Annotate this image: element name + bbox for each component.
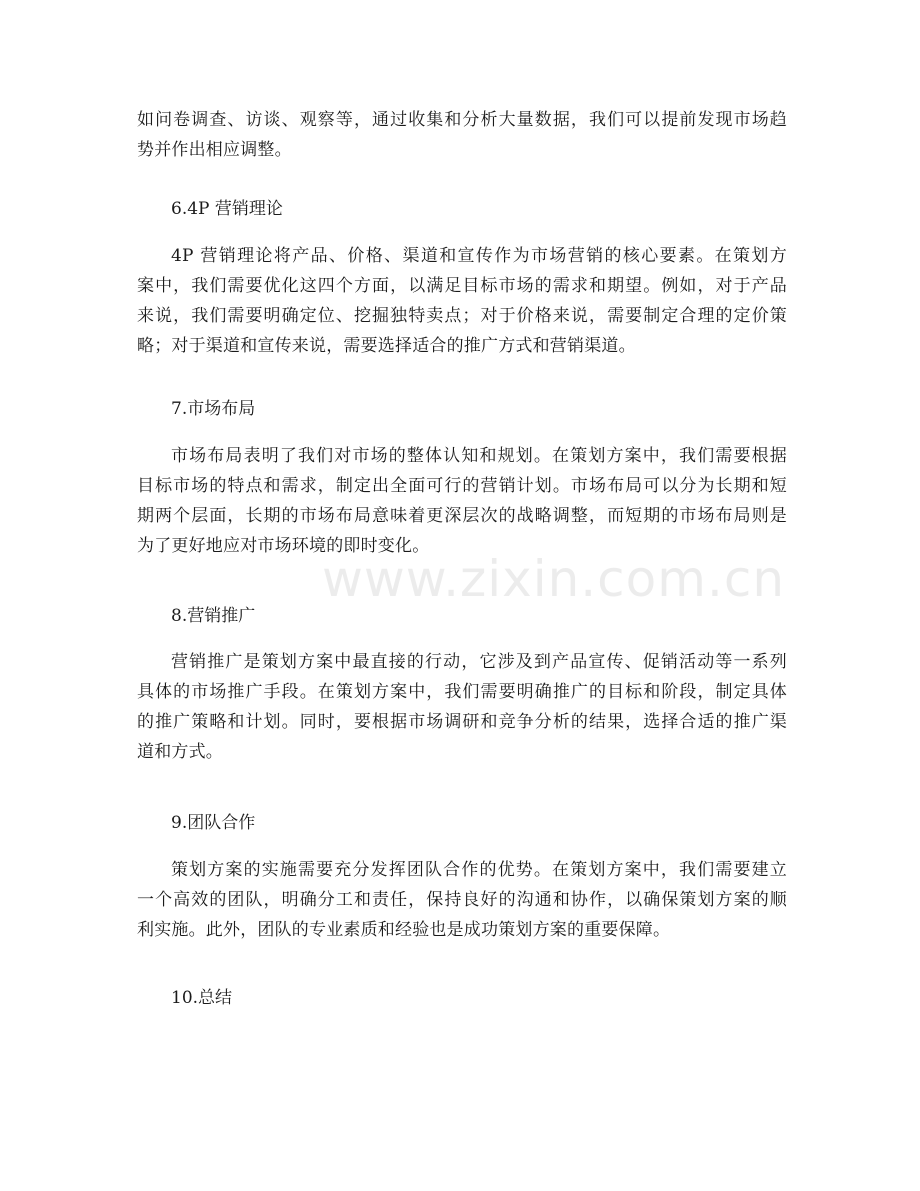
paragraph-line: 道和方式。 <box>137 742 223 762</box>
paragraph-line: 具体的市场推广手段。在策划方案中，我们需要明确推广的目标和阶段，制定具体 <box>137 682 787 702</box>
section-9-paragraph <box>137 855 787 945</box>
paragraph-line: 如问卷调查、访谈、观察等，通过收集和分析大量数据，我们可以提前发现市场趋 <box>137 110 787 130</box>
paragraph-line: 4P 营销理论将产品、价格、渠道和宣传作为市场营销的核心要素。在策划方 <box>171 246 787 266</box>
section-8-heading: 8.营销推广 <box>171 606 256 626</box>
section-10-heading: 10.总结 <box>171 988 233 1008</box>
section-7-heading: 7.市场布局 <box>171 399 256 419</box>
paragraph-line: 案中，我们需要优化这四个方面，以满足目标市场的需求和期望。例如，对于产品 <box>137 276 787 296</box>
section-7-paragraph <box>137 441 787 561</box>
watermark: www.zixin.com.cn <box>322 550 786 608</box>
paragraph-line: 策划方案的实施需要充分发挥团队合作的优势。在策划方案中，我们需要建立 <box>171 860 787 880</box>
section-8-paragraph <box>137 647 787 767</box>
paragraph-line: 势并作出相应调整。 <box>137 140 292 160</box>
paragraph-line: 为了更好地应对市场环境的即时变化。 <box>137 536 430 556</box>
paragraph-line: 营销推广是策划方案中最直接的行动，它涉及到产品宣传、促销活动等一系列 <box>171 652 787 672</box>
paragraph-line: 利实施。此外，团队的专业素质和经验也是成功策划方案的重要保障。 <box>137 920 671 940</box>
paragraph-line: 来说，我们需要明确定位、挖掘独特卖点；对于价格来说，需要制定合理的定价策 <box>137 306 787 326</box>
paragraph-line: 略；对于渠道和宣传来说，需要选择适合的推广方式和营销渠道。 <box>137 336 636 356</box>
section-6-paragraph <box>137 241 787 361</box>
paragraph-line: 一个高效的团队，明确分工和责任，保持良好的沟通和协作，以确保策划方案的顺 <box>137 890 787 910</box>
paragraph-line: 期两个层面，长期的市场布局意味着更深层次的战略调整，而短期的市场布局则是 <box>137 506 787 526</box>
paragraph-line: 的推广策略和计划。同时，要根据市场调研和竞争分析的结果，选择合适的推广渠 <box>137 712 787 732</box>
section-6-heading: 6.4P 营销理论 <box>171 199 283 219</box>
paragraph-line: 市场布局表明了我们对市场的整体认知和规划。在策划方案中，我们需要根据 <box>171 446 787 466</box>
paragraph-line: 目标市场的特点和需求，制定出全面可行的营销计划。市场布局可以分为长期和短 <box>137 476 787 496</box>
section-9-heading: 9.团队合作 <box>171 813 256 833</box>
paragraph-intro <box>137 105 787 165</box>
